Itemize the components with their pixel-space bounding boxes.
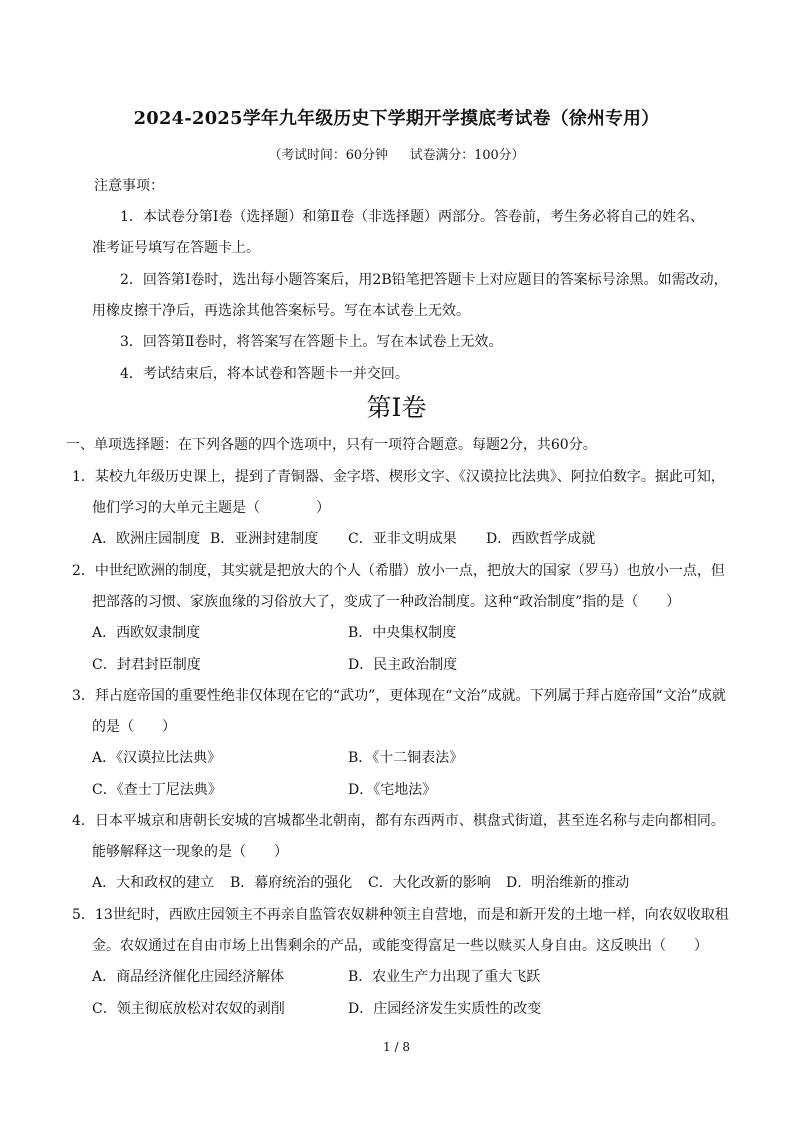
q2-option-a: A．西欧奴隶制度	[92, 625, 201, 641]
section-title: 第Ⅰ卷	[366, 393, 427, 422]
note-2-line-1: 2．回答第Ⅰ卷时，选出每小题答案后，用2B铅笔把答题卡上对应题目的答案标号涂黑。如需改动，	[120, 272, 728, 288]
exam-time: （考试时间：60分钟	[268, 148, 388, 163]
q1-option-c: C．亚非文明成果	[348, 531, 457, 547]
q3-option-a: A．《汉谟拉比法典》	[92, 750, 222, 766]
section-instruction: 一、单项选择题：在下列各题的四个选项中，只有一项符合题意。每题2分，共60分。	[66, 437, 597, 453]
question-4-options	[92, 873, 629, 893]
q4-option-a: A．大和政权的建立	[92, 875, 215, 891]
q1-option-b: B．亚洲封建制度	[210, 531, 319, 547]
q5-option-a: A．商品经济催化庄园经济解体	[92, 969, 285, 985]
note-1-line-1: 1．本试卷分第Ⅰ卷（选择题）和第Ⅱ卷（非选择题）两部分。答卷前，考生务必将自己的姓名、	[120, 209, 704, 225]
q1-option-a: A．欧洲庄园制度	[92, 531, 201, 547]
note-1-line-2: 准考证号填写在答题卡上。	[92, 240, 260, 256]
exam-info	[0, 144, 793, 163]
note-2-line-2: 用橡皮擦干净后，再选涂其他答案标号。写在本试卷上无效。	[92, 303, 470, 319]
q2-option-d: D．民主政治制度	[348, 657, 458, 673]
q3-option-c: C．《查士丁尼法典》	[92, 782, 222, 798]
q1-option-d: D．西欧哲学成就	[486, 531, 596, 547]
question-5-line-2: 金。农奴通过在自由市场上出售剩余的产品，或能变得富足一些以赎买人身自由。这反映出（ ）	[92, 938, 708, 954]
q5-option-d: D．庄园经济发生实质性的改变	[348, 1001, 542, 1017]
notes-heading: 注意事项：	[94, 178, 164, 194]
q3-option-d: D．《宅地法》	[348, 782, 437, 798]
page-number: 1 / 8	[383, 1040, 410, 1054]
question-4-line-2: 能够解释这一现象的是（ ）	[92, 844, 288, 860]
q5-option-c: C．领主彻底放松对农奴的剥削	[92, 1001, 285, 1017]
question-4-line-1: 4．日本平城京和唐朝长安城的宫城都坐北朝南，都有东西两市、棋盘式街道，甚至连名称与走向都相同。	[72, 813, 725, 829]
q4-option-b: B．幕府统治的强化	[230, 875, 353, 891]
q3-option-b: B．《十二铜表法》	[348, 750, 464, 766]
question-3-line-1: 3．拜占庭帝国的重要性绝非仅体现在它的“武功”，更体现在“文治”成就。下列属于拜占庭帝国“文治”成就	[72, 688, 726, 704]
question-5-line-1: 5．13世纪时，西欧庄园领主不再亲自监管农奴耕种领主自营地，而是和新开发的土地一样，向农奴收取租	[72, 907, 729, 923]
q5-option-b: B．农业生产力出现了重大飞跃	[348, 969, 541, 985]
note-3: 3．回答第Ⅱ卷时，将答案写在答题卡上。写在本试卷上无效。	[120, 334, 503, 350]
question-1-line-1: 1．某校九年级历史课上，提到了青铜器、金字塔、楔形文字、《汉谟拉比法典》、阿拉伯数字。据此可知，	[72, 469, 725, 485]
question-2-line-2: 把部落的习惯、家族血缘的习俗放大了，变成了一种政治制度。这种“政治制度”指的是（ ）	[92, 594, 681, 610]
q4-option-d: D．明治维新的推动	[506, 875, 630, 891]
exam-title: 2024-2025学年九年级历史下学期开学摸底考试卷（徐州专用）	[133, 108, 660, 129]
q4-option-c: C．大化改新的影响	[368, 875, 491, 891]
q2-option-b: B．中央集权制度	[348, 625, 457, 641]
question-3-line-2: 的是（ ）	[92, 719, 176, 735]
q2-option-c: C．封君封臣制度	[92, 657, 201, 673]
exam-score: 试卷满分：100分）	[409, 148, 525, 163]
note-4: 4．考试结束后，将本试卷和答题卡一并交回。	[120, 366, 409, 382]
question-2-line-1: 2．中世纪欧洲的制度，其实就是把放大的个人（希腊）放小一点，把放大的国家（罗马）也放小一点，但	[72, 563, 725, 579]
question-1-line-2: 他们学习的大单元主题是（ ）	[92, 500, 330, 516]
question-1-options	[92, 529, 595, 549]
